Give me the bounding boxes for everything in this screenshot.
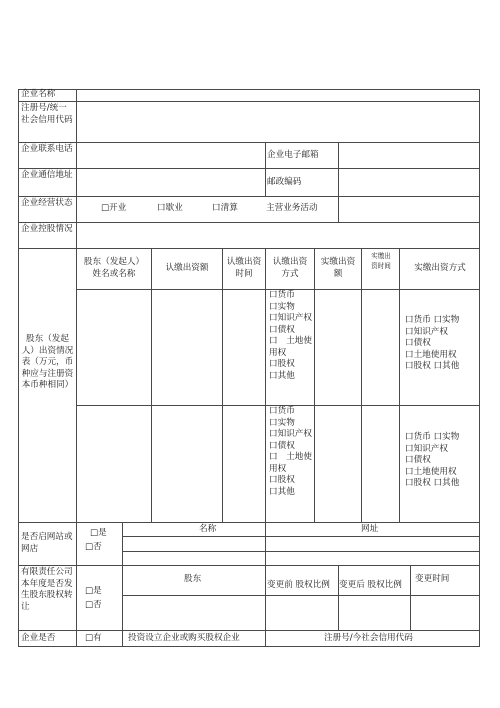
- header-paid-time: 实缴出资时间: [371, 252, 391, 270]
- input-website-url-1[interactable]: [267, 537, 478, 550]
- checkbox-equity-other[interactable]: 口股权 口其他: [405, 361, 460, 371]
- checkbox-ip[interactable]: 口知识产权: [405, 326, 448, 337]
- col-line: [265, 142, 266, 196]
- input-shareholder-name-1[interactable]: [78, 291, 150, 403]
- input-subscribed-amount-1[interactable]: [153, 291, 221, 403]
- checkbox-status-suspended[interactable]: 口歇业: [157, 203, 183, 213]
- checkbox-equity[interactable]: 口股权: [269, 475, 295, 485]
- checkbox-website-no[interactable]: □否: [85, 542, 102, 552]
- input-subscribed-time-2[interactable]: [224, 407, 264, 520]
- col-line: [222, 248, 223, 522]
- input-contact-phone[interactable]: [78, 143, 264, 167]
- checkbox-claim[interactable]: 口债权: [405, 455, 431, 465]
- col-line: [399, 248, 400, 522]
- input-transfer-before[interactable]: [267, 596, 337, 629]
- input-transfer-shareholder[interactable]: [124, 596, 264, 629]
- input-main-business[interactable]: [340, 197, 478, 221]
- header-transfer-time: 变更时间: [415, 574, 450, 584]
- row-line: [18, 522, 480, 523]
- border-right: [479, 89, 480, 646]
- row-line: [18, 630, 480, 631]
- checkbox-other[interactable]: 口其他: [269, 486, 295, 497]
- checkbox-website-yes[interactable]: □是: [90, 528, 107, 538]
- header-subscribed-amount: 认缴出资额: [165, 263, 209, 273]
- input-website-name-2[interactable]: [124, 552, 264, 564]
- label-holding: 企业控股情况: [21, 224, 73, 234]
- col-line: [265, 630, 266, 646]
- col-line: [338, 196, 339, 222]
- label-main-business: 主营业务活动: [266, 203, 318, 213]
- checkbox-land[interactable]: 口土地使用权: [405, 349, 457, 360]
- input-paid-amount-2[interactable]: [316, 407, 360, 520]
- input-address[interactable]: [78, 169, 264, 195]
- checkbox-physical[interactable]: 口实物: [269, 301, 295, 312]
- checkbox-currency-physical[interactable]: 口货币 口实物: [405, 432, 460, 442]
- label-postcode: 邮政编码: [267, 177, 302, 187]
- label-website: 是否启网站或网店: [21, 532, 73, 554]
- col-line: [338, 565, 339, 630]
- header-subscribed-method: 认缴出资方式: [272, 257, 308, 279]
- col-line: [314, 248, 315, 522]
- checkbox-land[interactable]: 口土地使用权: [405, 466, 457, 477]
- checkbox-claim[interactable]: 口债权: [405, 338, 431, 348]
- checkbox-status-open[interactable]: □开业: [101, 203, 127, 213]
- col-line: [338, 142, 339, 196]
- col-line: [265, 248, 266, 522]
- checkbox-currency-physical[interactable]: 口货币 口实物: [405, 315, 460, 325]
- row-line: [18, 101, 480, 102]
- label-status: 企业经营状态: [21, 198, 73, 208]
- checkbox-ip[interactable]: 口知识产权: [405, 443, 448, 454]
- input-website-name-1[interactable]: [124, 537, 264, 550]
- col-line: [151, 248, 152, 522]
- header-invested-company: 投资设立企业或购买股权企业: [128, 633, 240, 643]
- input-reg-no[interactable]: [78, 103, 478, 141]
- header-website-url: 网址: [361, 524, 379, 534]
- input-email[interactable]: [340, 143, 478, 167]
- checkbox-land[interactable]: 口 土地使用权: [269, 452, 312, 474]
- label-enterprise-name: 企业名称: [21, 89, 56, 99]
- checkbox-land[interactable]: 口 土地使用权: [269, 336, 312, 358]
- checkbox-transfer-no[interactable]: □否: [85, 600, 102, 610]
- input-website-url-2[interactable]: [267, 552, 478, 564]
- subscribed-method-options-1[interactable]: [269, 290, 314, 382]
- checkbox-currency[interactable]: 口货币: [269, 290, 295, 300]
- header-transfer-after: 变更后 股权比例: [339, 580, 402, 590]
- header-paid-amount: 实缴出资额: [320, 257, 356, 279]
- input-subscribed-time-1[interactable]: [224, 291, 264, 403]
- checkbox-equity-other[interactable]: 口股权 口其他: [405, 478, 460, 488]
- checkbox-claim[interactable]: 口债权: [269, 440, 295, 451]
- checkbox-status-liquidation[interactable]: 口清算: [212, 203, 238, 213]
- input-paid-time-2[interactable]: [363, 407, 398, 520]
- row-line: [18, 646, 480, 647]
- label-reg-no: 注册号/统一社会信用代码: [21, 103, 73, 125]
- checkbox-transfer-yes[interactable]: □是: [85, 586, 102, 596]
- header-transfer-shareholder: 股东: [184, 574, 202, 584]
- col-line: [122, 522, 123, 646]
- input-transfer-time[interactable]: [412, 596, 478, 629]
- input-enterprise-name[interactable]: [78, 90, 478, 100]
- checkbox-ip[interactable]: 口知识产权: [269, 429, 312, 439]
- checkbox-physical[interactable]: 口实物: [269, 417, 295, 428]
- col-line: [265, 522, 266, 565]
- input-postcode[interactable]: [340, 169, 478, 195]
- input-shareholder-name-2[interactable]: [78, 407, 150, 520]
- label-address: 企业通信地址: [21, 170, 73, 180]
- checkbox-claim[interactable]: 口债权: [269, 324, 295, 335]
- subscribed-method-options-2[interactable]: [269, 406, 314, 498]
- header-invested-code: 注册号/今社会信用代码: [324, 633, 413, 643]
- checkbox-equity[interactable]: 口股权: [269, 359, 295, 369]
- row-line: [18, 248, 480, 249]
- label-contact-phone: 企业联系电话: [21, 144, 73, 154]
- checkbox-other[interactable]: 口其他: [269, 370, 295, 381]
- col-line: [410, 565, 411, 630]
- header-paid-method: 实缴出资方式: [414, 263, 466, 273]
- paid-method-options-2[interactable]: [405, 432, 459, 490]
- checkbox-investment-yes[interactable]: □有: [85, 633, 102, 643]
- label-investment: 企业是否: [21, 633, 56, 643]
- input-holding[interactable]: [78, 223, 478, 247]
- label-shareholder-contribution: 股东（发起人）出资情况表（万元，币种应与注册资本币种相同）: [21, 334, 74, 390]
- border-left: [18, 89, 19, 646]
- input-paid-amount-1[interactable]: [316, 291, 360, 403]
- paid-method-options-1[interactable]: [405, 315, 459, 373]
- checkbox-currency[interactable]: 口货币: [269, 406, 295, 416]
- checkbox-ip[interactable]: 口知识产权: [269, 313, 312, 323]
- label-email: 企业电子邮箱: [267, 150, 319, 160]
- header-transfer-before: 变更前 股权比例: [267, 580, 330, 590]
- input-subscribed-amount-2[interactable]: [153, 407, 221, 520]
- input-transfer-after[interactable]: [340, 596, 409, 629]
- input-paid-time-1[interactable]: [363, 291, 398, 403]
- header-subscribed-time: 认缴出资时间: [226, 257, 262, 279]
- col-line: [76, 89, 77, 646]
- col-line: [265, 565, 266, 630]
- header-website-name: 名称: [199, 524, 217, 534]
- col-line: [361, 248, 362, 522]
- header-shareholder-name: 股东（发起人）姓名或名称: [83, 257, 145, 279]
- label-equity-transfer: 有限责任公司本年度是否发生股东股权转让: [21, 567, 73, 612]
